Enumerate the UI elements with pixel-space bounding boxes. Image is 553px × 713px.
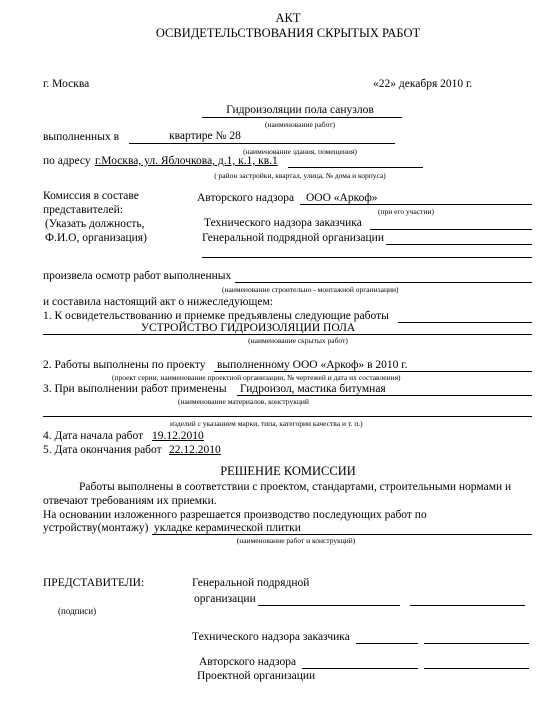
decision-paragraph-1b: отвечают требованиям их приемки.: [43, 495, 217, 507]
item-1-label: 1. К освидетельствованию и приемке предъявлены следующие работы: [43, 310, 389, 322]
performed-label: выполненных в: [43, 131, 119, 143]
item-1-caption: (наименование скрытых работ): [248, 336, 348, 345]
act-date: «22» декабря 2010 г.: [373, 78, 473, 90]
sign-author-line-2: [424, 668, 529, 669]
city: г. Москва: [43, 78, 90, 90]
start-date: 19.12.2010: [152, 430, 204, 442]
item-2-value: выполненному ООО «Аркоф» в 2010 г.: [217, 359, 408, 371]
author-caption: (при его участии): [378, 207, 434, 216]
sign-tech-line-2: [424, 643, 529, 644]
signatures-caption: (подписи): [58, 606, 97, 616]
item-1-value-line: [43, 334, 532, 335]
item-1-line: [398, 322, 532, 323]
performed-value: квартире № 28: [169, 130, 241, 142]
commission-extra-line: [202, 257, 532, 258]
item-5-label: 5. Дата окончания работ: [43, 444, 162, 456]
sign-general-label-2: организации: [194, 593, 256, 605]
performed-line: [129, 143, 395, 144]
commission-label-3: (Указать должность,: [45, 218, 145, 230]
representatives-label: ПРЕДСТАВИТЕЛИ:: [43, 577, 145, 589]
item-4-label: 4. Дата начала работ: [43, 430, 144, 442]
sign-tech-label: Технического надзора заказчика: [192, 631, 350, 643]
next-works-label: устройству(монтажу): [43, 522, 149, 534]
tech-supervision-label: Технического надзора заказчика: [204, 217, 362, 229]
act-statement: и составила настоящий акт о нижеследующем:: [43, 296, 273, 308]
decision-paragraph-1: Работы выполнены в соответствии с проектом, стандартами, строительными нормами и: [79, 481, 512, 493]
building-caption: (наименование здания, помещения): [243, 147, 357, 156]
org-caption: (наименование строительно - монтажной организации): [222, 285, 399, 294]
item-2-line: [214, 371, 532, 372]
sign-author-label: Авторского надзора: [199, 656, 297, 668]
commission-label-2: представителей:: [43, 204, 123, 216]
address-label: по адресу: [43, 155, 91, 167]
sign-tech-line-1: [356, 643, 418, 644]
decision-paragraph-2: На основании изложенного разрешается производство последующих работ по: [43, 509, 427, 521]
work-name-line: [202, 117, 402, 118]
sign-author-label-2: Проектной организации: [197, 670, 316, 682]
item-1-value: УСТРОЙСТВО ГИДРОИЗОЛЯЦИИ ПОЛА: [140, 322, 356, 334]
item-2-caption: (проект серии, наименование проектной организации, № чертежей и дата их составления): [112, 373, 401, 382]
sign-author-line-1: [302, 668, 418, 669]
end-date: 22.12.2010: [169, 444, 221, 456]
address-value: г.Москва, ул. Яблочкова, д.1, к.1, кв.1: [95, 155, 278, 167]
author-supervision-value: ООО «Аркоф»: [306, 192, 378, 204]
tech-supervision-line: [370, 229, 532, 230]
author-supervision-line: [300, 204, 532, 205]
next-works-value: укладке керамической плитки: [154, 522, 301, 534]
inspection-line: [235, 282, 532, 283]
item-3-line: [237, 395, 532, 396]
sign-general-label: Генеральной подрядной: [192, 577, 310, 589]
item-2-label: 2. Работы выполнены по проекту: [43, 359, 206, 371]
work-name: Гидроизоляции пола санузлов: [226, 104, 374, 116]
address-line: [288, 167, 423, 168]
document-title: АКТ: [275, 11, 301, 25]
item-3-value: Гидроизол, мастика битумная: [240, 383, 386, 395]
item-3-caption: (наименование материалов, конструкций: [178, 397, 309, 406]
item-3-extra-line: [43, 416, 532, 417]
general-contractor-line: [386, 244, 532, 245]
address-caption: ( район застройки, квартал, улица, № дома и корпуса): [214, 171, 386, 180]
item-3-caption-2: изделий с указанием марки, типа, категории качества и т. п.): [170, 419, 363, 428]
author-supervision-label: Авторского надзора: [197, 192, 295, 204]
work-name-caption: (наименование работ): [264, 120, 336, 129]
general-contractor-label: Генеральной подрядной организации: [202, 232, 384, 244]
inspection-label: произвела осмотр работ выполненных: [43, 270, 232, 282]
next-works-caption: (наименование работ и конструкций): [236, 536, 356, 545]
document-subtitle: ОСВИДЕТЕЛЬСТВОВАНИЯ СКРЫТЫХ РАБОТ: [155, 26, 421, 40]
commission-label-4: Ф.И.О, организация): [45, 232, 147, 244]
next-works-line: [152, 534, 532, 535]
sign-general-line-1: [258, 605, 400, 606]
item-3-label: 3. При выполнении работ применены: [43, 383, 227, 395]
commission-label: Комиссия в составе: [43, 190, 139, 202]
sign-general-line-2: [410, 605, 525, 606]
decision-heading: РЕШЕНИЕ КОМИССИИ: [220, 464, 356, 478]
